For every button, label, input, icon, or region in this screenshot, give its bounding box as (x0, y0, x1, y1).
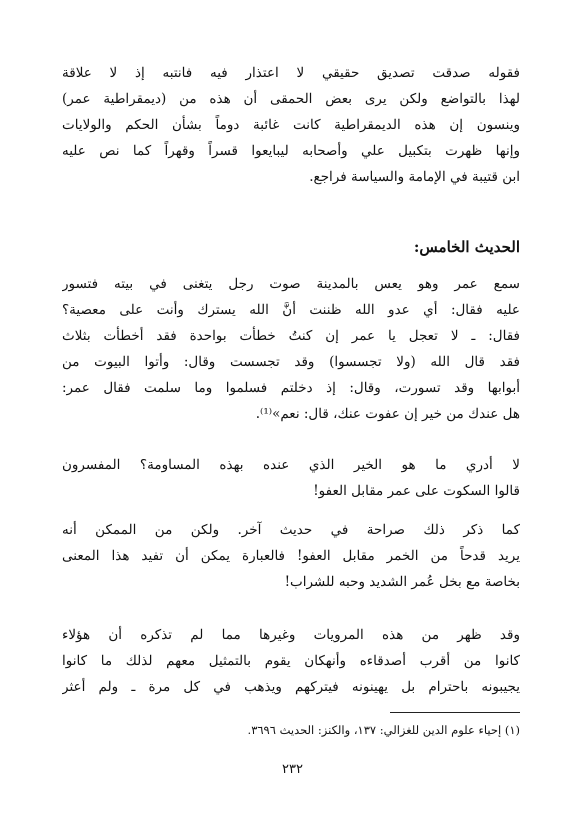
text-line: وقد ظهر من هذه المرويات وغيرها مما لم تذكره أن هؤلاء (62, 627, 520, 643)
text-line: فقد قال الله (ولا تجسسوا) وقد تجسست وقال: وأتوا البيوت من (62, 354, 520, 370)
text-line: عليه فقال: أي عدو الله ظننت أنَّ الله يسترك وأنت على معصية؟ (62, 302, 520, 318)
text-line: كانوا من أقرب أصدقاءه وأنهكان يقوم بالتمثيل معهم لذلك ما كانوا (62, 653, 520, 669)
text-line: لهذا بالتواضع ولكن يرى بعض الحمقى أن هذه من (ديمقراطية عمر) (62, 91, 520, 107)
text-line: بخاصة مع بخل عُمر الشديد وحبه للشراب! (284, 574, 520, 590)
text-line: قالوا السكوت على عمر مقابل العفو! (313, 483, 520, 499)
text-line: وإنها ظهرت بتكبيل علي وأصحابه ليبايعوا قسراً وقهراً كما نص عليه (62, 143, 520, 159)
text-line: أبوابها وقد تسورت، وقال: إذ دخلتم فسلموا وما سلمت فقال عمر: (62, 380, 520, 396)
text-line: فقوله صدقت تصديق حقيقي لا اعتذار فيه فانتبه إذ لا علاقة (62, 65, 520, 81)
paragraph-4 (62, 517, 520, 595)
footnote-divider (390, 712, 520, 713)
text-line: لا أدري ما هو الخير الذي عنده بهذه المساومة؟ المفسرون (62, 457, 520, 473)
page-number: ٢٣٢ (282, 762, 303, 777)
paragraph-1 (62, 60, 520, 190)
text-line: كما ذكر ذلك صراحة في حديث آخر. ولكن من الممكن أنه (62, 522, 520, 538)
text-line: فقال: ـ لا تعجل يا عمر إن كنتُ خطأت بواحدة فقد أخطأت بثلاث (62, 328, 520, 344)
text-line: يجيبونه باحترام بل يهينونه فيتركهم ويذهب في كل مرة ـ ولم أعثر (62, 679, 520, 695)
section-heading: الحديث الخامس: (413, 238, 520, 256)
paragraph-5 (62, 622, 520, 700)
footnote: (١) إحياء علوم الدين للغزالي: ١٣٧، والكنز: الحديث ٣٦٩٦. (247, 723, 520, 737)
text-line: هل عندك من خير إن عفوت عنك، قال: نعم»⁽¹⁾. (255, 406, 520, 422)
paragraph-2 (62, 271, 520, 427)
text-line: وينسون إن هذه الديمقراطية كانت غائبة دوماً بشأن الحكم والولايات (62, 117, 520, 133)
text-line: ابن قتيبة في الإمامة والسياسة فراجع. (309, 169, 520, 185)
text-line: سمع عمر وهو يعس بالمدينة صوت رجل يتغنى في بيته فتسور (62, 276, 520, 292)
text-line: يريد قدحاً من الخمر مقابل العفو! فالعبارة يمكن أن تفيد هذا المعنى (62, 548, 520, 564)
paragraph-3 (62, 452, 520, 504)
